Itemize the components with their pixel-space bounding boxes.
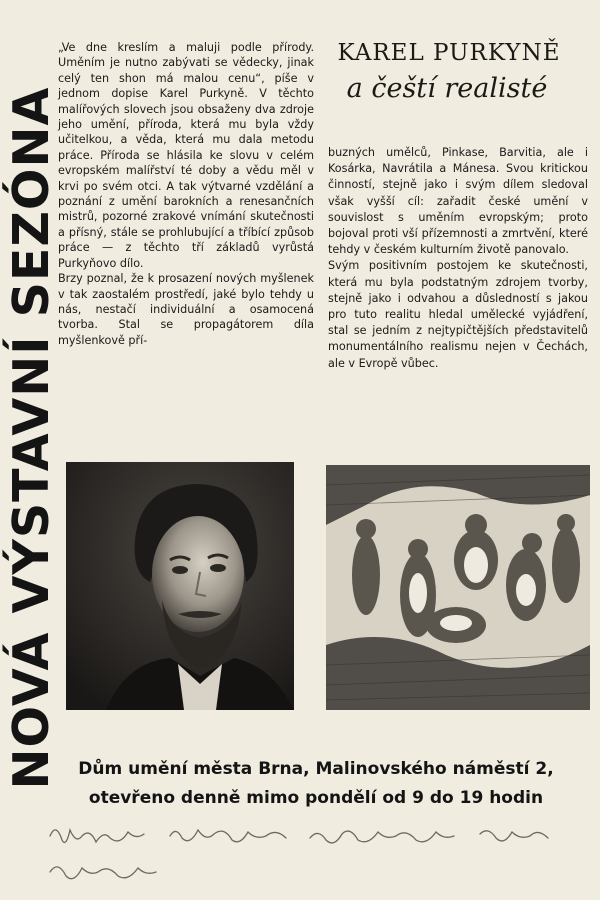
engraving-artwork xyxy=(326,465,590,710)
article-title-name: KAREL PURKYNĚ xyxy=(337,40,561,66)
column-right-paragraph-2: Svým positivním postojem ke skutečnosti, která mu byla podstatným zdrojem tvorby, stejně jako i odvahou a důsledností s jakou pro tuto realitu hledal umělecké vyjádření, stal se jedním z nejtypičtějších představitelů monumentálního realismu nejen v Čechách, ale v Evropě vůbec. xyxy=(328,259,588,370)
handwriting-scribble-icon xyxy=(40,816,580,896)
article-title-subtitle: a čeští realisté xyxy=(346,73,548,104)
column-right-paragraph-1: buzných umělců, Pinkase, Barvitia, ale i Kosárka, Navrátila a Mánesa. Svou kritickou činností, stejně jako i svým dílem sledoval však vyšší cíl: zařadit české umění v souvislost s uměním evropským; proto bojoval proti vší přízemnosti a zmrtvění, které tehdy v českém kulturním životě panovalo. xyxy=(328,146,588,257)
venue-address: Dům umění města Brna, Malinovského náměstí 2, xyxy=(78,759,554,779)
portrait-photo xyxy=(66,462,294,710)
column-left-paragraph-1: „Ve dne kreslím a maluji podle přírody. Uměním je nutno zabývati se vědecky, jinak celý ten shon má malou cenu“, píše v jednom dopise Karel Purkyně. V těchto malířových slovech jsou obsaženy dva zdroje jeho umění, příroda, která mu byla vždy učitelkou, a věda, která mu dala metodu práce. Příroda se hlásila ke slovu v celém evropském malířství té doby a vědu měl v krvi po svém otci. A tak výtvarné vzdělání a poznání z umění barokních a renesančních mistrů, pozorné zrakové vnímání skutečnosti a přísný, stále se prohlubující a tříbící způsob práce — z těchto tří základů vyrůstá Purkyňovo dílo. xyxy=(58,41,314,270)
vertical-headline: NOVÁ VÝSTAVNÍ SEZÓNA xyxy=(3,86,60,790)
article-column-right xyxy=(328,145,588,372)
portrait-image-icon xyxy=(66,462,294,710)
column-left-paragraph-2: Brzy poznal, že k prosazení nových myšlenek v tak zaostalém prostředí, jaké bylo tehdy u nás, nestačí individuální a osamocená tvorba. Stal se propagátorem díla myšlenkově pří- xyxy=(58,272,314,347)
opening-hours: otevřeno denně mimo pondělí od 9 do 19 hodin xyxy=(88,788,544,808)
article-header xyxy=(318,38,580,106)
engraving-image-icon xyxy=(326,465,590,710)
venue-info xyxy=(36,755,596,813)
article-column-left xyxy=(58,40,314,348)
handwritten-note xyxy=(40,816,580,896)
